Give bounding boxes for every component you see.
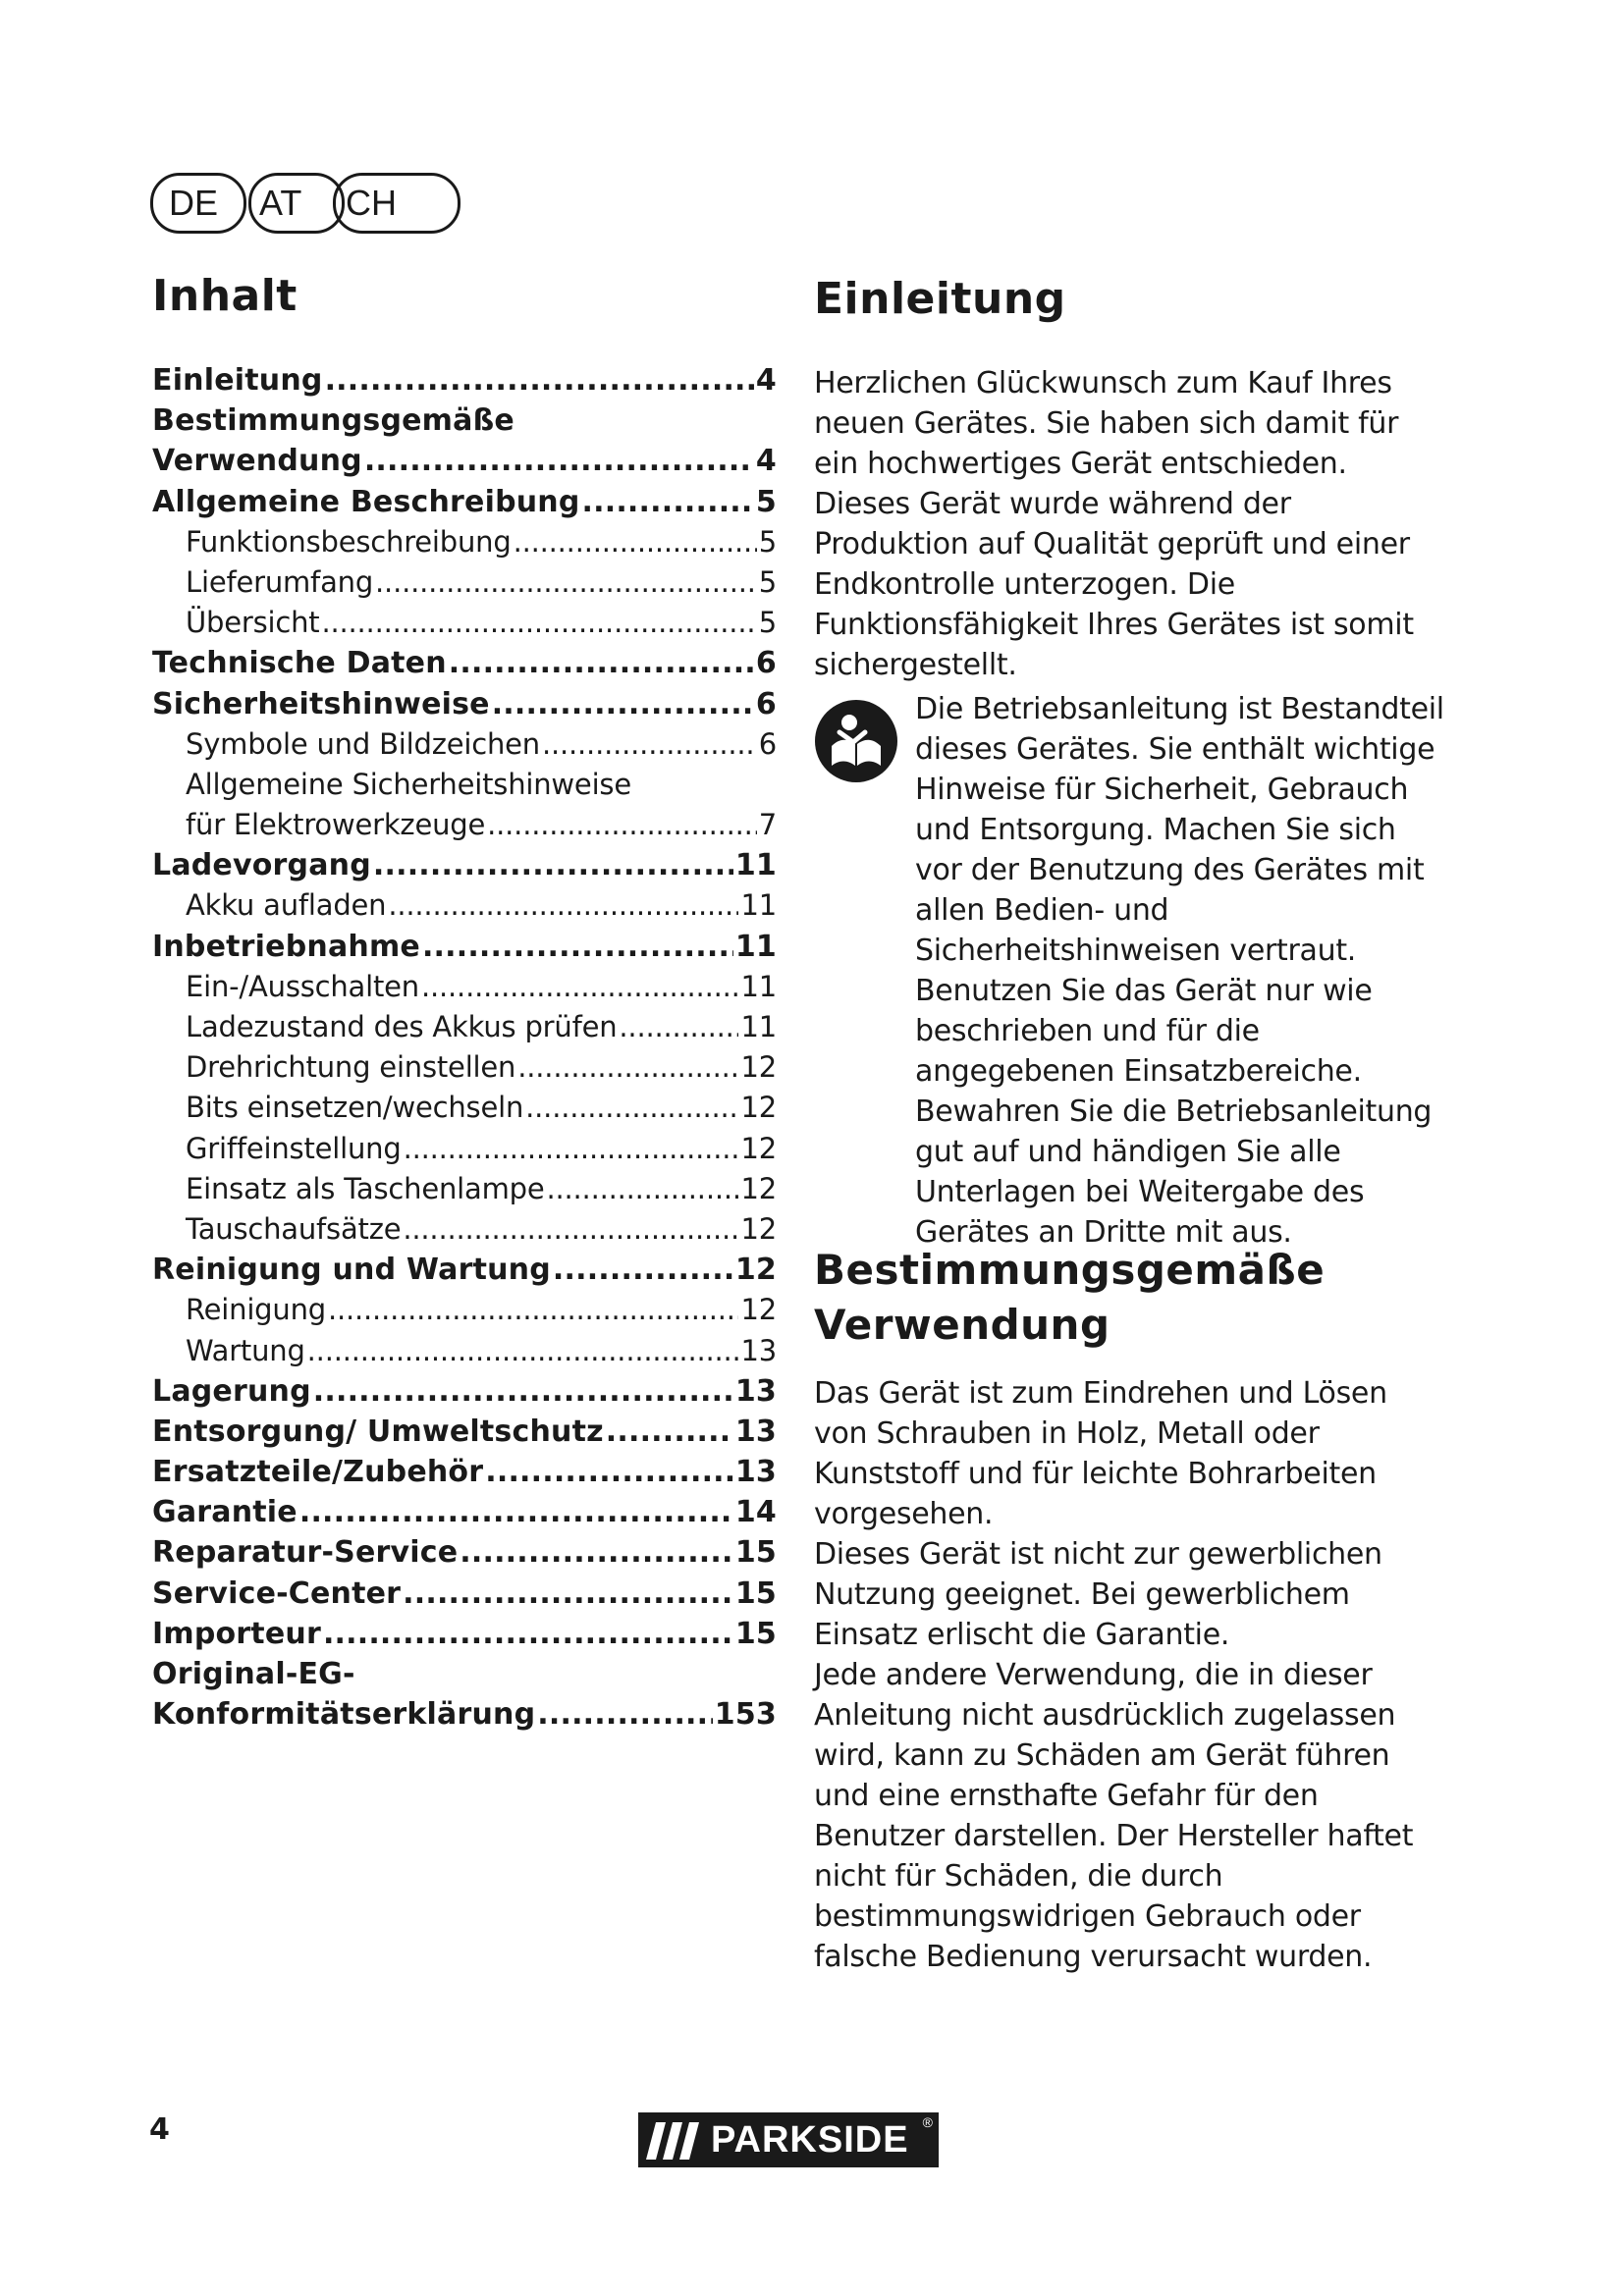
toc-entry: [152, 1576, 777, 1617]
toc-entry-page: 4: [755, 363, 777, 398]
toc-entry-page: 14: [734, 1495, 777, 1530]
page-number: 4: [149, 2112, 170, 2147]
toc-entry: [152, 1657, 777, 1697]
toc-leader-dots: [487, 808, 757, 841]
toc-entry: [152, 768, 777, 808]
toc-entry-page: 13: [740, 1333, 777, 1367]
toc-entry: [152, 1697, 777, 1737]
toc-entry-page: 11: [734, 848, 777, 883]
toc-leader-dots: [525, 1091, 738, 1124]
toc-leader-dots: [553, 1253, 733, 1287]
toc-entry-title: Drehrichtung einstellen: [186, 1050, 516, 1085]
toc-entry-title: Lagerung: [152, 1373, 311, 1409]
toc-entry: [152, 1495, 777, 1535]
toc-entry: [152, 485, 777, 525]
table-of-contents: [152, 363, 777, 1737]
intended-use-text: [814, 1373, 1442, 1977]
toc-entry-title: Akku aufladen: [186, 888, 387, 923]
parkside-logo: [638, 2112, 939, 2167]
toc-entry-page: 6: [755, 646, 777, 681]
toc-leader-dots: [582, 485, 754, 519]
registered-mark: ®: [922, 2114, 933, 2130]
intended-use-paragraph-1: Das Gerät ist zum Eindrehen und Lösen von Schrauben in Holz, Metall oder Kunststoff und für leichte Bohrarbeiten vorgesehen.: [814, 1376, 1387, 1531]
toc-entry-title: Griffeinstellung: [186, 1131, 402, 1165]
toc-entry: [152, 1334, 777, 1374]
toc-entry-page: 11: [740, 969, 777, 1003]
toc-entry-page: 13: [734, 1373, 777, 1409]
toc-entry-page: 15: [734, 1535, 777, 1571]
toc-entry: [152, 646, 777, 686]
toc-entry: [152, 1050, 777, 1091]
toc-entry-title: Lieferumfang: [186, 564, 374, 599]
toc-leader-dots: [404, 1132, 739, 1165]
toc-entry-title: Funktionsbeschreibung: [186, 524, 512, 559]
intro-paragraph: Herzlichen Glückwunsch zum Kauf Ihres neuen Gerätes. Sie haben sich damit für ein hochwertiges Gerät entschieden. Dieses Gerät wurde während der Produktion auf Qualität geprüft und einer Endkontrolle unterzogen. Die Funktionsfähigkeit Ihres Gerätes ist somit sichergestellt.: [814, 366, 1414, 682]
toc-leader-dots: [619, 1010, 738, 1043]
toc-entry-page: 7: [758, 808, 777, 842]
toc-leader-dots: [325, 363, 754, 398]
toc-entry-title: Reinigung: [186, 1293, 326, 1327]
toc-entry-title: Allgemeine Sicherheitshinweise: [186, 767, 631, 801]
toc-entry-page: 13: [734, 1414, 777, 1449]
toc-entry-title: Entsorgung/ Umweltschutz: [152, 1414, 604, 1449]
toc-entry: [152, 1617, 777, 1657]
toc-leader-dots: [514, 525, 757, 559]
toc-entry-page: 6: [758, 726, 777, 761]
toc-entry: [152, 808, 777, 848]
toc-entry-title: Sicherheitshinweise: [152, 686, 490, 721]
toc-leader-dots: [403, 1576, 733, 1611]
toc-leader-dots: [517, 1050, 738, 1084]
toc-entry-page: 12: [740, 1211, 777, 1246]
toc-entry-page: 12: [740, 1091, 777, 1125]
toc-entry-page: 11: [740, 888, 777, 923]
toc-entry-title: Einsatz als Taschenlampe: [186, 1171, 545, 1205]
toc-leader-dots: [375, 565, 757, 599]
toc-leader-dots: [364, 444, 754, 478]
toc-leader-dots: [403, 1212, 738, 1246]
toc-entry-page: 5: [755, 484, 777, 519]
toc-entry: [152, 363, 777, 403]
toc-entry-page: 11: [734, 929, 777, 964]
country-badges: [150, 173, 460, 232]
toc-entry: [152, 1374, 777, 1415]
toc-entry-title: Ladezustand des Akkus prüfen: [186, 1010, 618, 1043]
toc-entry: [152, 1212, 777, 1253]
manual-note-paragraph: Die Betriebsanleitung ist Bestandteil dieses Gerätes. Sie enthält wichtige Hinweise für Sicherheit, Gebrauch und Entsorgung. Machen Sie sich vor der Benutzung des Gerätes mit allen Bedien- und Sicherheitshinweisen vertraut. Benutzen Sie das Gerät nur wie beschrieben und für die angegebenen Einsatzbereiche. Bewahren Sie die Betriebsanleitung gut auf und händigen Sie alle Unterlagen bei Weitergabe des Gerätes an Dritte mit aus.: [915, 692, 1444, 1250]
toc-leader-dots: [313, 1374, 733, 1409]
toc-entry-title: Ladevorgang: [152, 848, 371, 883]
toc-entry-title: Symbole und Bildzeichen: [186, 726, 540, 761]
toc-leader-dots: [485, 1455, 733, 1489]
toc-entry-page: 15: [734, 1575, 777, 1611]
toc-leader-dots: [307, 1334, 739, 1367]
toc-entry-title: Technische Daten: [152, 646, 447, 681]
toc-entry-title: Einleitung: [152, 363, 323, 398]
toc-entry-title: Original-EG-: [152, 1657, 355, 1691]
toc-leader-dots: [542, 727, 757, 761]
toc-entry-title: Ersatzteile/Zubehör: [152, 1455, 484, 1490]
toc-entry-title: Garantie: [152, 1495, 298, 1530]
toc-entry-title: Bits einsetzen/wechseln: [186, 1091, 524, 1125]
toc-leader-dots: [449, 646, 754, 680]
toc-entry: [152, 888, 777, 929]
toc-leader-dots: [323, 1617, 733, 1651]
toc-entry-title: Reparatur-Service: [152, 1535, 459, 1571]
toc-entry: [152, 606, 777, 646]
toc-entry-page: 11: [740, 1010, 777, 1043]
toc-entry: [152, 930, 777, 970]
toc-leader-dots: [546, 1172, 738, 1205]
brand-slashes-icon: [646, 2122, 705, 2160]
toc-entry: [152, 1091, 777, 1131]
toc-leader-dots: [460, 1535, 733, 1570]
toc-leader-dots: [328, 1293, 739, 1326]
toc-heading: Inhalt: [152, 271, 298, 321]
toc-leader-dots: [422, 930, 733, 964]
toc-entry: [152, 1455, 777, 1495]
toc-entry-title: Service-Center: [152, 1575, 402, 1611]
toc-entry: [152, 1010, 777, 1050]
toc-leader-dots: [537, 1697, 712, 1732]
toc-entry: [152, 1293, 777, 1333]
toc-entry: [152, 525, 777, 565]
toc-entry-title: für Elektrowerkzeuge: [186, 808, 486, 842]
toc-entry-title: Verwendung: [152, 444, 362, 479]
toc-leader-dots: [321, 606, 756, 639]
toc-entry-page: 12: [740, 1171, 777, 1205]
toc-leader-dots: [299, 1495, 733, 1529]
toc-entry: [152, 1253, 777, 1293]
intended-use-paragraph-2: Dieses Gerät ist nicht zur gewerblichen Nutzung geeignet. Bei gewerblichem Einsatz erlischt die Garantie.: [814, 1537, 1382, 1652]
toc-entry: [152, 1172, 777, 1212]
country-badge-at: AT: [248, 173, 345, 234]
toc-entry-title: Allgemeine Beschreibung: [152, 484, 580, 519]
toc-entry-page: 13: [734, 1455, 777, 1490]
toc-entry-title: Wartung: [186, 1333, 305, 1367]
toc-entry: [152, 687, 777, 727]
toc-leader-dots: [421, 970, 739, 1003]
toc-entry-page: 15: [734, 1616, 777, 1651]
toc-entry: [152, 727, 777, 768]
toc-entry: [152, 1535, 777, 1575]
toc-entry-page: 4: [755, 444, 777, 479]
intended-use-heading: [814, 1243, 1521, 1353]
intended-use-heading-text: Bestimmungsgemäße Verwendung: [814, 1246, 1326, 1349]
toc-entry-title: Inbetriebnahme: [152, 929, 420, 964]
toc-leader-dots: [606, 1415, 733, 1449]
toc-entry: [152, 848, 777, 888]
toc-leader-dots: [492, 687, 754, 721]
intro-heading: Einleitung: [814, 274, 1066, 324]
country-badge-ch: CH: [333, 173, 460, 234]
brand-name: PARKSIDE: [711, 2119, 909, 2161]
toc-entry-page: 153: [714, 1697, 777, 1733]
toc-entry-page: 5: [758, 606, 777, 640]
toc-entry-page: 6: [755, 686, 777, 721]
toc-entry-page: 12: [734, 1253, 777, 1288]
read-manual-icon: [814, 699, 898, 783]
toc-entry: [152, 444, 777, 484]
toc-entry-page: 12: [740, 1131, 777, 1165]
toc-entry: [152, 1132, 777, 1172]
toc-entry-title: Bestimmungsgemäße: [152, 403, 514, 439]
toc-entry-title: Ein-/Ausschalten: [186, 969, 419, 1003]
toc-entry-title: Konformitätserklärung: [152, 1697, 536, 1733]
toc-entry-title: Tauschaufsätze: [186, 1211, 402, 1246]
toc-entry: [152, 403, 777, 444]
toc-leader-dots: [373, 848, 733, 882]
toc-entry: [152, 565, 777, 606]
toc-entry-page: 12: [740, 1293, 777, 1327]
toc-entry-page: 5: [758, 564, 777, 599]
toc-entry-title: Reinigung und Wartung: [152, 1253, 551, 1288]
toc-entry: [152, 970, 777, 1010]
toc-entry-title: Importeur: [152, 1616, 321, 1651]
toc-entry-title: Übersicht: [186, 606, 320, 640]
intended-use-paragraph-3: Jede andere Verwendung, die in dieser Anleitung nicht ausdrücklich zugelassen wird, kann zu Schäden am Gerät führen und eine ernsthafte Gefahr für den Benutzer darstellen. Der Hersteller haftet nicht für Schäden, die durch bestimmungswidrigen Gebrauch oder falsche Bedienung verursacht wurden.: [814, 1658, 1414, 1974]
toc-entry-page: 5: [758, 524, 777, 559]
toc-entry: [152, 1415, 777, 1455]
toc-leader-dots: [388, 888, 738, 922]
country-badge-de: DE: [150, 173, 246, 234]
toc-entry-page: 12: [740, 1050, 777, 1085]
